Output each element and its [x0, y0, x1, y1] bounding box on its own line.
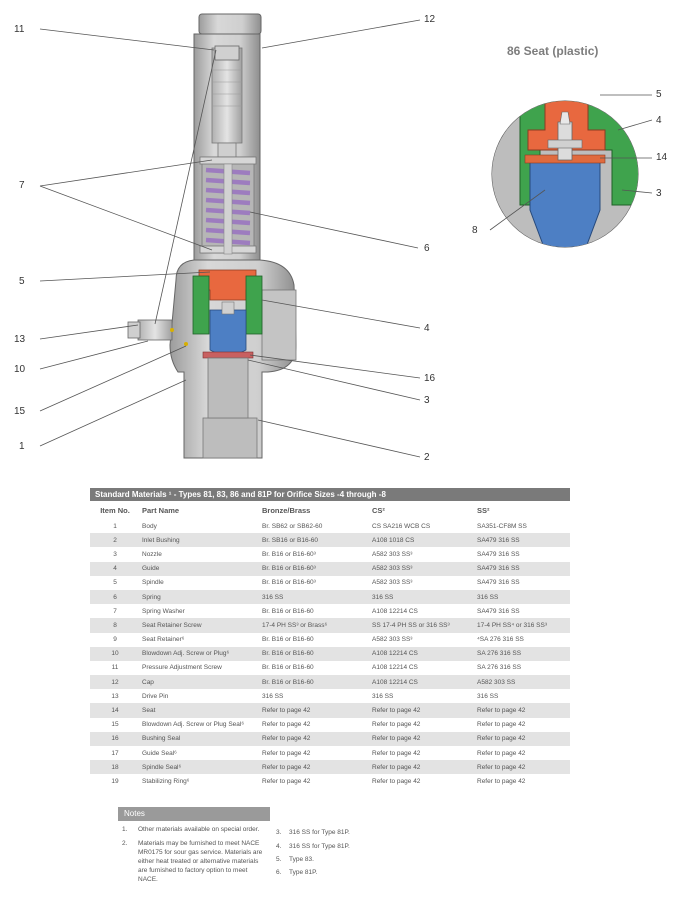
callout-12: 12 [424, 14, 436, 25]
callout-7: 7 [19, 180, 25, 191]
cell-item-no: 11 [111, 664, 119, 672]
cell-part-name: Spindle Seal⁶ [140, 760, 260, 774]
cell-ss: SA 276 316 SS [475, 647, 570, 661]
cell-part-name: Seat Retainer⁶ [142, 636, 185, 644]
cell-cs: A582 303 SS³ [370, 562, 475, 576]
cell-cs: A108 1018 CS [370, 533, 475, 547]
cell-cs: CS SA216 WCB CS [372, 522, 431, 530]
cell-part-name: Bushing Seal [140, 732, 260, 746]
materials-table-title: Standard Materials ¹ - Types 81, 83, 86 and 81P for Orifice Sizes -4 through -8 [90, 488, 570, 501]
cell-ss: Refer to page 42 [475, 732, 570, 746]
callout-16: 16 [424, 373, 436, 384]
cell-ss: Refer to page 42 [477, 777, 526, 785]
detail-callout-14: 14 [656, 152, 668, 163]
cell-bronze-brass: Br. SB62 or SB62-60 [262, 522, 323, 530]
cell-bronze-brass: Br. B16 or B16-60 [262, 664, 314, 672]
cell-cs: Refer to page 42 [370, 703, 475, 717]
cell-part-name: Guide Seal⁶ [142, 749, 177, 757]
cell-item-no: 10 [90, 647, 140, 661]
callout-10: 10 [14, 364, 26, 375]
cell-bronze-brass: Br. B16 or B16-60 [260, 647, 370, 661]
cell-bronze-brass: 316 SS [260, 590, 370, 604]
note-1: 1. Other materials available on special order. [122, 826, 260, 833]
cell-part-name: Stabilizing Ring⁶ [142, 777, 190, 785]
cell-bronze-brass: 17-4 PH SS³ or Brass⁶ [260, 618, 370, 632]
cell-bronze-brass: Refer to page 42 [262, 721, 311, 729]
cell-item-no: 19 [111, 777, 119, 785]
table-row [90, 647, 570, 661]
spindle-rod [224, 164, 232, 254]
cell-item-no: 13 [111, 692, 119, 700]
cell-item-no: 9 [113, 636, 117, 644]
cell-bronze-brass: Br. SB16 or B16-60 [260, 533, 370, 547]
cell-part-name: Guide [140, 562, 260, 576]
cell-bronze-brass: Br. B16 or B16-60 [262, 607, 314, 615]
cell-cs: 316 SS [372, 692, 394, 700]
notes-title: Notes [118, 807, 270, 821]
cell-ss: SA479 316 SS [477, 550, 520, 558]
cell-part-name: Spindle [142, 579, 164, 587]
cell-item-no: 17 [111, 749, 119, 757]
cell-item-no: 5 [113, 579, 117, 587]
cell-ss: SA479 316 SS [475, 562, 570, 576]
table-row [90, 590, 570, 604]
header-ss: SS² [477, 505, 490, 515]
cell-bronze-brass: Br. B16 or B16-60 [260, 675, 370, 689]
cell-cs: 316 SS [370, 590, 475, 604]
table-row [90, 774, 570, 788]
cell-ss: SA 276 316 SS [477, 664, 522, 672]
cell-bronze-brass: Br. B16 or B16-60³ [260, 562, 370, 576]
note-3: 3. 316 SS for Type 81P. [276, 829, 350, 836]
cell-bronze-brass: Refer to page 42 [262, 777, 311, 785]
cell-ss: Refer to page 42 [475, 703, 570, 717]
table-row [90, 689, 570, 703]
cell-item-no: 16 [90, 732, 140, 746]
cell-bronze-brass: Refer to page 42 [260, 732, 370, 746]
cell-cs: SS 17-4 PH SS or 316 SS³ [370, 618, 475, 632]
table-row [90, 633, 570, 647]
callout-1: 1 [19, 441, 25, 452]
cell-item-no: 15 [111, 721, 119, 729]
cell-item-no: 6 [90, 590, 140, 604]
note-4: 4. 316 SS for Type 81P. [276, 843, 350, 850]
cell-item-no: 7 [113, 607, 117, 615]
cell-cs: A108 12214 CS [372, 607, 418, 615]
detail-callout-8: 8 [472, 225, 478, 236]
cell-bronze-brass: Br. B16 or B16-60³ [262, 550, 316, 558]
cell-part-name: Drive Pin [142, 692, 169, 700]
table-row [90, 604, 570, 618]
callout-13: 13 [14, 334, 26, 345]
table-row [90, 562, 570, 576]
table-row [90, 760, 570, 774]
cell-ss: 316 SS [475, 590, 570, 604]
callout-11: 11 [14, 24, 25, 35]
callout-5: 5 [19, 276, 25, 287]
header-cs: CS² [372, 505, 385, 515]
cell-cs: A108 12214 CS [370, 675, 475, 689]
cell-ss: Refer to page 42 [475, 760, 570, 774]
cell-item-no: 14 [90, 703, 140, 717]
cell-ss: Refer to page 42 [477, 749, 526, 757]
cell-bronze-brass: Br. B16 or B16-60³ [262, 579, 316, 587]
cell-cs: A582 303 SS³ [372, 636, 413, 644]
callout-3: 3 [424, 395, 430, 406]
cell-item-no: 4 [90, 562, 140, 576]
header-bronze-brass: Bronze/Brass [262, 505, 311, 515]
table-row [90, 703, 570, 717]
note-2: 2. Materials may be furnished to meet NACE MR0175 for sour gas service. Materials are either heat treated or alternative materials are furnished to factory option to meet NACE. [122, 840, 263, 883]
notes-section [118, 807, 278, 821]
cell-cs: A108 12214 CS [372, 664, 418, 672]
table-row [90, 661, 570, 675]
cell-bronze-brass: Refer to page 42 [262, 749, 311, 757]
table-row [90, 519, 570, 533]
callout-6: 6 [424, 243, 430, 254]
callout-15: 15 [14, 406, 26, 417]
callout-4: 4 [424, 323, 430, 334]
table-row [90, 718, 570, 732]
cell-part-name: Spring Washer [142, 607, 185, 615]
cell-part-name: Pressure Adjustment Screw [142, 664, 222, 672]
seat-detail-title: 86 Seat (plastic) [507, 44, 599, 58]
cell-item-no: 8 [90, 618, 140, 632]
table-row [90, 533, 570, 547]
cell-item-no: 12 [90, 675, 140, 689]
cell-ss: 316 SS [477, 692, 499, 700]
cell-bronze-brass: 316 SS [262, 692, 284, 700]
cell-part-name: Blowdown Adj. Screw or Plug⁶ [140, 647, 260, 661]
cell-item-no: 2 [90, 533, 140, 547]
cell-ss: A582 303 SS [475, 675, 570, 689]
note-5: 5. Type 83. [276, 856, 314, 863]
cell-ss: SA479 316 SS [475, 533, 570, 547]
cell-cs: A582 303 SS³ [372, 579, 413, 587]
cell-part-name: Seat [140, 703, 260, 717]
cell-part-name: Seat Retainer Screw [140, 618, 260, 632]
materials-table [90, 501, 570, 789]
cell-ss: SA351-CF8M SS [477, 522, 527, 530]
seat-detail-circle [490, 95, 652, 250]
table-row [90, 675, 570, 689]
cell-item-no: 18 [90, 760, 140, 774]
header-part-name: Part Name [142, 505, 180, 515]
cell-cs: Refer to page 42 [372, 749, 421, 757]
detail-callout-3: 3 [656, 188, 662, 199]
cell-cs: Refer to page 42 [372, 721, 421, 729]
detail-callout-5: 5 [656, 89, 662, 100]
callout-2: 2 [424, 452, 430, 463]
cell-part-name: Spring [140, 590, 260, 604]
cell-item-no: 1 [113, 522, 117, 530]
materials-table-section [90, 488, 570, 789]
cell-cs: A582 303 SS³ [372, 550, 413, 558]
cell-part-name: Nozzle [142, 550, 162, 558]
note-6: 6. Type 81P. [276, 869, 318, 876]
cell-cs: Refer to page 42 [370, 760, 475, 774]
cell-ss: 17-4 PH SS⁴ or 316 SS³ [475, 618, 570, 632]
cell-part-name: Inlet Bushing [140, 533, 260, 547]
table-header-row [90, 501, 570, 519]
table-row [90, 618, 570, 632]
cell-part-name: Blowdown Adj. Screw or Plug Seal⁶ [142, 721, 245, 729]
table-row [90, 746, 570, 760]
cell-ss: SA479 316 SS [477, 607, 520, 615]
cell-part-name: Body [142, 522, 157, 530]
detail-callout-4: 4 [656, 115, 662, 126]
cell-ss: ⁴SA 276 316 SS [477, 636, 524, 644]
table-row [90, 547, 570, 561]
table-row [90, 576, 570, 590]
table-row [90, 732, 570, 746]
cell-item-no: 3 [113, 550, 117, 558]
cell-ss: SA479 316 SS [477, 579, 520, 587]
cell-bronze-brass: Br. B16 or B16-60 [262, 636, 314, 644]
cell-cs: Refer to page 42 [370, 732, 475, 746]
cell-cs: Refer to page 42 [372, 777, 421, 785]
cell-part-name: Cap [140, 675, 260, 689]
cell-ss: Refer to page 42 [477, 721, 526, 729]
header-item-no: Item No. [100, 505, 130, 515]
adjustment-screw [212, 46, 242, 157]
cell-cs: A108 12214 CS [370, 647, 475, 661]
cell-bronze-brass: Refer to page 42 [260, 703, 370, 717]
cell-bronze-brass: Refer to page 42 [260, 760, 370, 774]
